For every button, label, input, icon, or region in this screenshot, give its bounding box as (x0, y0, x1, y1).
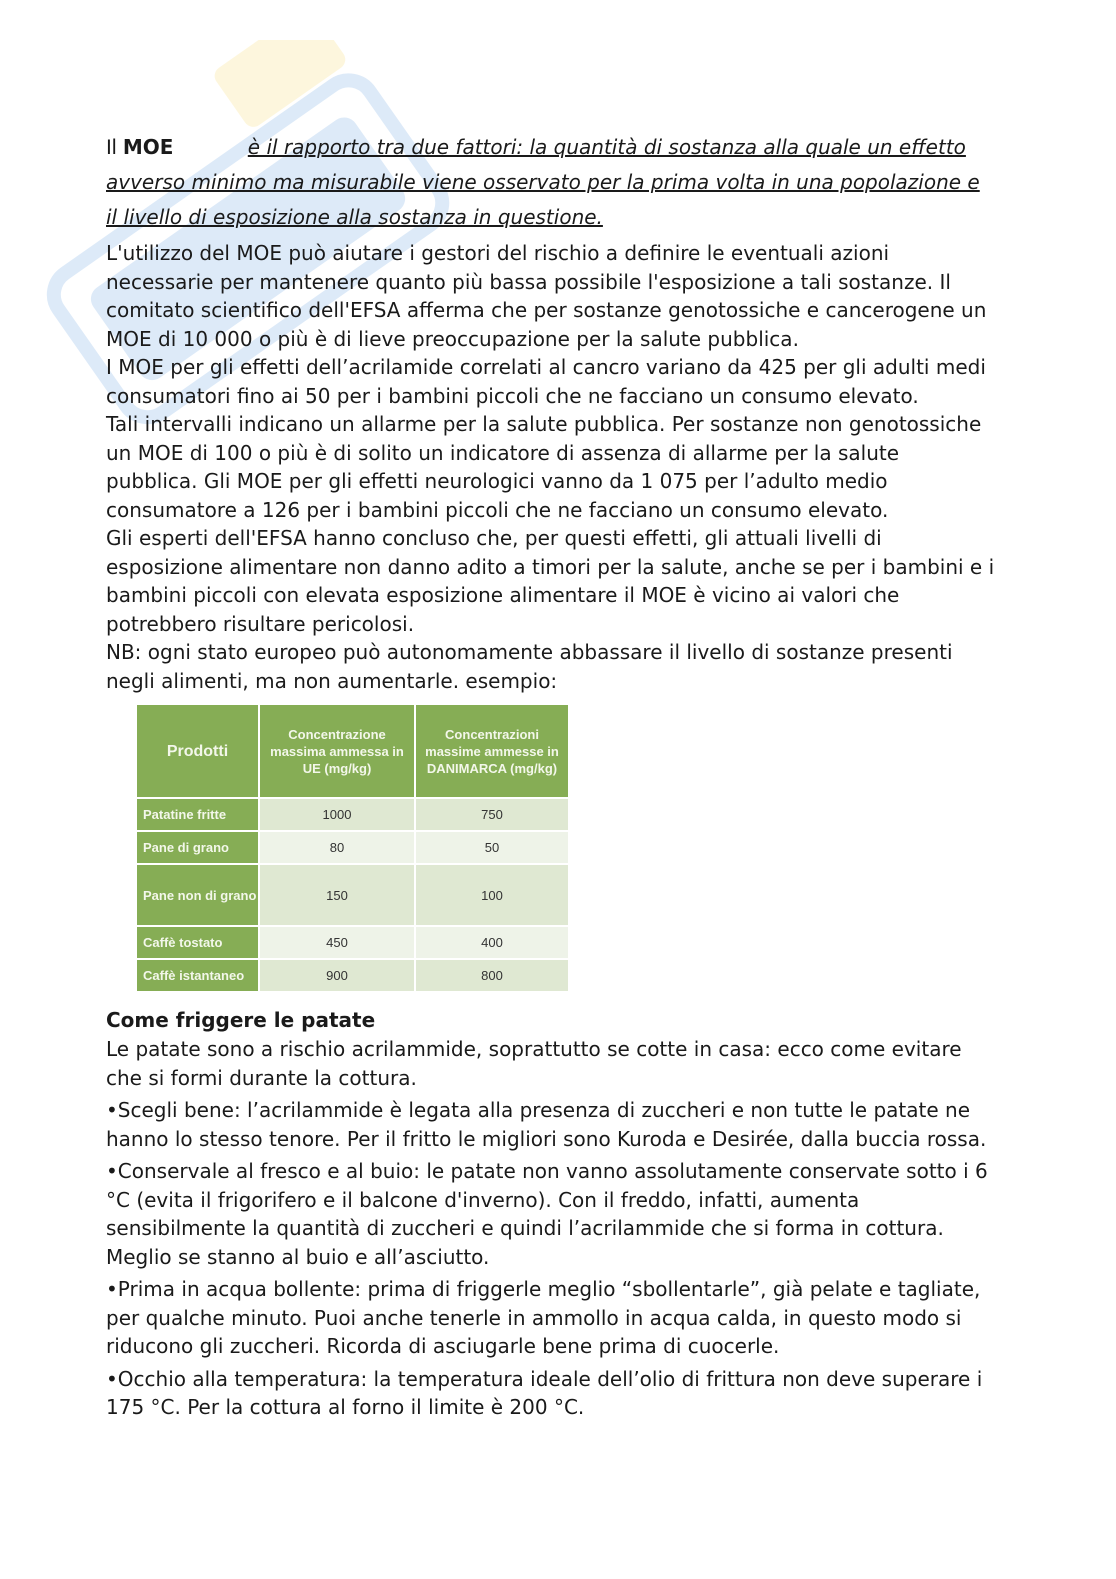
section-title: Come friggere le patate (106, 1008, 376, 1032)
table-cell-product: Caffè tostato (137, 926, 259, 959)
moe-definition (106, 130, 996, 235)
table-cell-ue: 150 (259, 864, 415, 926)
paragraph-nb: NB: ogni stato europeo può autonomamente abbassare il livello di sostanze presenti negli alimenti, ma non aumentarle. esempio: (106, 640, 953, 693)
table-cell-ue: 900 (259, 959, 415, 991)
table-cell-dk: 800 (415, 959, 568, 991)
table-cell-dk: 100 (415, 864, 568, 926)
table-cell-ue: 1000 (259, 798, 415, 831)
intro-definition-text: è il rapporto tra due fattori: la quantità di sostanza alla quale un effetto avverso minimo ma misurabile viene osservato per la prima volta in una popolazione e il livello di esposizione alla sostanza in questione. (106, 135, 980, 229)
table-row (137, 926, 568, 959)
table-cell-ue: 80 (259, 831, 415, 864)
table-cell-ue: 450 (259, 926, 415, 959)
table-cell-dk: 750 (415, 798, 568, 831)
table-row (137, 864, 568, 926)
table-row (137, 831, 568, 864)
table-row (137, 798, 568, 831)
table-cell-product: Caffè istantaneo (137, 959, 259, 991)
acrylamide-limits-table (137, 705, 568, 991)
bullet-temperature: •Occhio alla temperatura: la temperatura ideale dell’olio di frittura non deve superare i 175 °C. Per la cottura al forno il limite è 200 °C. (106, 1366, 983, 1419)
limits-table-container (137, 705, 568, 991)
table-cell-product: Pane non di grano (137, 864, 259, 926)
table-header-products: Prodotti (137, 705, 259, 798)
table-cell-product: Patatine fritte (137, 798, 259, 831)
intro-moe-term: MOE (122, 135, 174, 159)
bullet-boiling: •Prima in acqua bollente: prima di friggerle meglio “sbollentarle”, già pelate e tagliate, per qualche minuto. Puoi anche tenerle in ammollo in acqua calda, in questo modo si riducono gli zuccheri. Ricorda di asciugarle bene prima di cuocerle. (106, 1277, 981, 1358)
paragraph-efsa-experts: Gli esperti dell'EFSA hanno concluso che, per questi effetti, gli attuali livelli di esposizione alimentare non danno adito a timori per la salute, anche se per i bambini e i bambini piccoli con elevata esposizione alimentare il MOE è vicino ai valori che potrebbero risultare pericolosi. (106, 526, 995, 636)
bullet-storage: •Conservale al fresco e al buio: le patate non vanno assolutamente conservate sotto i 6 °C (evita il frigorifero e il balcone d'inverno). Con il freddo, infatti, aumenta sensibilmente la quantità di zuccheri e quindi l’acrilammide che si forma in cottura. Meglio se stanno al buio e all’asciutto. (106, 1159, 988, 1269)
table-cell-product: Pane di grano (137, 831, 259, 864)
table-header-dk: Concentrazioni massime ammesse in DANIMARCA (mg/kg) (415, 705, 568, 798)
paragraph-intervals: Tali intervalli indicano un allarme per la salute pubblica. Per sostanze non genotossiche un MOE di 100 o più è di solito un indicatore di assenza di allarme per la salute pubblica. Gli MOE per gli effetti neurologici vanno da 1 075 per l’adulto medio consumatore a 126 per i bambini piccoli che ne facciano un consumo elevato. (106, 412, 982, 522)
table-row (137, 959, 568, 991)
document-body (106, 130, 996, 1422)
paragraph-moe-cancer: I MOE per gli effetti dell’acrilamide correlati al cancro variano da 425 per gli adulti medi consumatori fino ai 50 per i bambini piccoli che ne facciano un consumo elevato. (106, 355, 986, 408)
table-cell-dk: 50 (415, 831, 568, 864)
intro-il: Il (106, 136, 117, 159)
table-cell-dk: 400 (415, 926, 568, 959)
table-header-ue: Concentrazione massima ammessa in UE (mg/kg) (259, 705, 415, 798)
bullet-choose: •Scegli bene: l’acrilammide è legata alla presenza di zuccheri e non tutte le patate ne hanno lo stesso tenore. Per il fritto le migliori sono Kuroda e Desirée, dalla buccia rossa. (106, 1098, 987, 1151)
section-intro: Le patate sono a rischio acrilammide, soprattutto se cotte in casa: ecco come evitare che si formi durante la cottura. (106, 1037, 962, 1090)
paragraph-moe-usage: L'utilizzo del MOE può aiutare i gestori del rischio a definire le eventuali azioni necessarie per mantenere quanto più bassa possibile l'esposizione a tali sostanze. Il comitato scientifico dell'EFSA afferma che per sostanze genotossiche e cancerogene un MOE di 10 000 o più è di lieve preoccupazione per la salute pubblica. (106, 241, 987, 351)
